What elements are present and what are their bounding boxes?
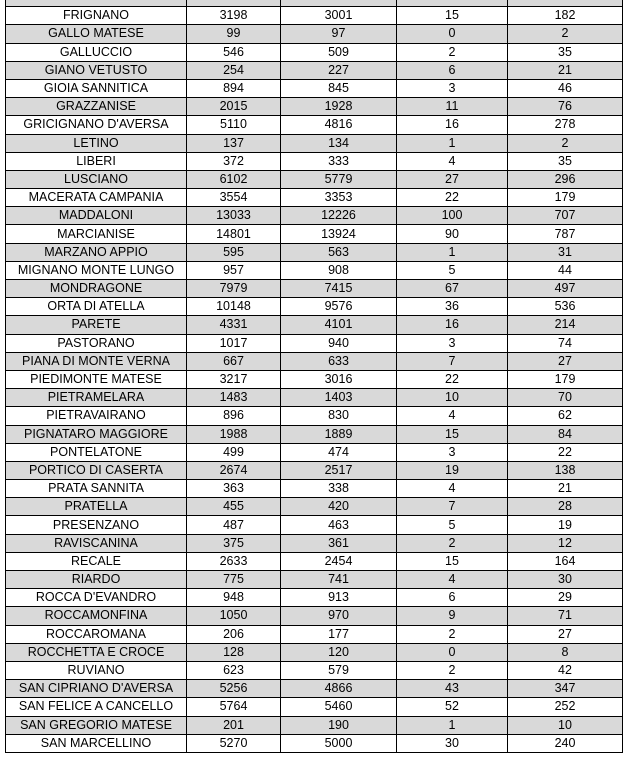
value-cell-2: 579: [281, 661, 397, 679]
value-cell-1: 455: [187, 498, 281, 516]
table-row: [6, 79, 623, 97]
value-cell-2: 1928: [281, 98, 397, 116]
municipality-cell: RAVISCANINA: [6, 534, 187, 552]
table-row: [6, 25, 623, 43]
municipality-cell: ROCCAMONFINA: [6, 607, 187, 625]
value-cell-4: [508, 0, 623, 7]
value-cell-2: 913: [281, 589, 397, 607]
value-cell-1: 948: [187, 589, 281, 607]
value-cell-2: 845: [281, 79, 397, 97]
value-cell-2: 3001: [281, 7, 397, 25]
table-row: [6, 534, 623, 552]
value-cell-2: 908: [281, 261, 397, 279]
municipality-cell: GRICIGNANO D'AVERSA: [6, 116, 187, 134]
municipality-cell: PASTORANO: [6, 334, 187, 352]
value-cell-3: 43: [397, 680, 508, 698]
value-cell-1: 206: [187, 625, 281, 643]
value-cell-2: 830: [281, 407, 397, 425]
municipality-cell: SAN CIPRIANO D'AVERSA: [6, 680, 187, 698]
value-cell-3: 7: [397, 498, 508, 516]
value-cell-2: 2454: [281, 552, 397, 570]
table-row: [6, 716, 623, 734]
value-cell-2: 741: [281, 571, 397, 589]
value-cell-4: 74: [508, 334, 623, 352]
table-row: [6, 170, 623, 188]
municipality-cell: SAN FELICE A CANCELLO: [6, 698, 187, 716]
municipality-cell: GIANO VETUSTO: [6, 61, 187, 79]
value-cell-1: 6102: [187, 170, 281, 188]
municipality-cell: RUVIANO: [6, 661, 187, 679]
value-cell-4: 42: [508, 661, 623, 679]
value-cell-1: 957: [187, 261, 281, 279]
table-row: [6, 661, 623, 679]
value-cell-2: 9576: [281, 298, 397, 316]
value-cell-3: 19: [397, 461, 508, 479]
value-cell-1: 14801: [187, 225, 281, 243]
value-cell-1: 1017: [187, 334, 281, 352]
municipality-cell: MARCIANISE: [6, 225, 187, 243]
value-cell-2: 5779: [281, 170, 397, 188]
municipality-cell: MADDALONI: [6, 207, 187, 225]
value-cell-2: 3353: [281, 189, 397, 207]
table-row: [6, 116, 623, 134]
municipality-cell: PIGNATARO MAGGIORE: [6, 425, 187, 443]
table-row: [6, 680, 623, 698]
municipality-cell: SAN GREGORIO MATESE: [6, 716, 187, 734]
value-cell-2: 970: [281, 607, 397, 625]
value-cell-2: 509: [281, 43, 397, 61]
value-cell-1: 137: [187, 134, 281, 152]
value-cell-1: 667: [187, 352, 281, 370]
value-cell-2: 120: [281, 643, 397, 661]
value-cell-4: 536: [508, 298, 623, 316]
value-cell-3: 16: [397, 316, 508, 334]
table-row: [6, 480, 623, 498]
value-cell-2: 227: [281, 61, 397, 79]
value-cell-1: 254: [187, 61, 281, 79]
value-cell-1: 4331: [187, 316, 281, 334]
municipality-cell: GALLUCCIO: [6, 43, 187, 61]
value-cell-3: 27: [397, 170, 508, 188]
value-cell-3: [397, 0, 508, 7]
value-cell-2: 940: [281, 334, 397, 352]
value-cell-1: 1988: [187, 425, 281, 443]
value-cell-1: 3554: [187, 189, 281, 207]
value-cell-2: 4866: [281, 680, 397, 698]
value-cell-4: 179: [508, 189, 623, 207]
value-cell-3: 9: [397, 607, 508, 625]
table-row: [6, 98, 623, 116]
table-row: [6, 552, 623, 570]
value-cell-4: 29: [508, 589, 623, 607]
value-cell-3: 22: [397, 189, 508, 207]
value-cell-1: 623: [187, 661, 281, 679]
municipality-cell: PARETE: [6, 316, 187, 334]
value-cell-1: 3217: [187, 370, 281, 388]
value-cell-3: 1: [397, 243, 508, 261]
table-row: [6, 0, 623, 7]
value-cell-1: 2015: [187, 98, 281, 116]
value-cell-4: 22: [508, 443, 623, 461]
table-row: [6, 370, 623, 388]
value-cell-3: 4: [397, 152, 508, 170]
value-cell-4: 10: [508, 716, 623, 734]
value-cell-4: 138: [508, 461, 623, 479]
value-cell-4: 278: [508, 116, 623, 134]
value-cell-3: 2: [397, 534, 508, 552]
value-cell-4: 2: [508, 25, 623, 43]
table-row: [6, 316, 623, 334]
value-cell-1: 2674: [187, 461, 281, 479]
value-cell-4: 214: [508, 316, 623, 334]
table-row: [6, 280, 623, 298]
value-cell-4: 8: [508, 643, 623, 661]
value-cell-2: 563: [281, 243, 397, 261]
value-cell-4: 46: [508, 79, 623, 97]
value-cell-1: 1483: [187, 389, 281, 407]
table-row: [6, 389, 623, 407]
municipality-cell: MACERATA CAMPANIA: [6, 189, 187, 207]
value-cell-3: 11: [397, 98, 508, 116]
value-cell-4: 2: [508, 134, 623, 152]
value-cell-3: 5: [397, 261, 508, 279]
value-cell-1: 7979: [187, 280, 281, 298]
value-cell-3: 15: [397, 425, 508, 443]
municipality-cell: PONTELATONE: [6, 443, 187, 461]
value-cell-2: 5460: [281, 698, 397, 716]
table-row: [6, 643, 623, 661]
value-cell-4: 497: [508, 280, 623, 298]
value-cell-4: 71: [508, 607, 623, 625]
value-cell-3: 4: [397, 571, 508, 589]
value-cell-2: 5000: [281, 734, 397, 752]
municipality-cell: MARZANO APPIO: [6, 243, 187, 261]
value-cell-2: [281, 0, 397, 7]
table-body: [6, 0, 623, 752]
value-cell-2: 1889: [281, 425, 397, 443]
value-cell-2: 13924: [281, 225, 397, 243]
municipality-cell: ROCCAROMANA: [6, 625, 187, 643]
value-cell-4: 182: [508, 7, 623, 25]
value-cell-1: 201: [187, 716, 281, 734]
municipality-cell: ROCCHETTA E CROCE: [6, 643, 187, 661]
table-row: [6, 261, 623, 279]
value-cell-1: 2633: [187, 552, 281, 570]
municipality-cell: LETINO: [6, 134, 187, 152]
municipality-cell: FRIGNANO: [6, 7, 187, 25]
value-cell-3: 3: [397, 334, 508, 352]
value-cell-4: 31: [508, 243, 623, 261]
municipality-cell: ROCCA D'EVANDRO: [6, 589, 187, 607]
value-cell-3: 7: [397, 352, 508, 370]
value-cell-3: 100: [397, 207, 508, 225]
value-cell-2: 12226: [281, 207, 397, 225]
value-cell-4: 179: [508, 370, 623, 388]
municipality-cell: PRATA SANNITA: [6, 480, 187, 498]
value-cell-4: 19: [508, 516, 623, 534]
table-row: [6, 425, 623, 443]
value-cell-3: 52: [397, 698, 508, 716]
table-row: [6, 7, 623, 25]
table-row: [6, 407, 623, 425]
value-cell-4: 44: [508, 261, 623, 279]
value-cell-1: 375: [187, 534, 281, 552]
value-cell-3: 0: [397, 643, 508, 661]
value-cell-1: 775: [187, 571, 281, 589]
value-cell-4: 787: [508, 225, 623, 243]
value-cell-4: 30: [508, 571, 623, 589]
value-cell-3: 36: [397, 298, 508, 316]
value-cell-4: 27: [508, 352, 623, 370]
value-cell-1: 99: [187, 25, 281, 43]
value-cell-2: 190: [281, 716, 397, 734]
municipality-cell: GIOIA SANNITICA: [6, 79, 187, 97]
value-cell-1: 10148: [187, 298, 281, 316]
table-row: [6, 589, 623, 607]
value-cell-3: 15: [397, 7, 508, 25]
municipality-cell: PIANA DI MONTE VERNA: [6, 352, 187, 370]
value-cell-4: 70: [508, 389, 623, 407]
value-cell-2: 3016: [281, 370, 397, 388]
municipality-cell: GRAZZANISE: [6, 98, 187, 116]
value-cell-3: 4: [397, 480, 508, 498]
municipality-cell: PIETRAMELARA: [6, 389, 187, 407]
value-cell-2: 134: [281, 134, 397, 152]
value-cell-4: 707: [508, 207, 623, 225]
value-cell-2: 361: [281, 534, 397, 552]
value-cell-3: 2: [397, 43, 508, 61]
table-row: [6, 498, 623, 516]
municipality-cell: LUSCIANO: [6, 170, 187, 188]
value-cell-1: 5110: [187, 116, 281, 134]
value-cell-1: 5764: [187, 698, 281, 716]
value-cell-1: 5270: [187, 734, 281, 752]
value-cell-4: 347: [508, 680, 623, 698]
value-cell-3: 10: [397, 389, 508, 407]
value-cell-1: 1050: [187, 607, 281, 625]
value-cell-4: 296: [508, 170, 623, 188]
table-row: [6, 61, 623, 79]
value-cell-1: [187, 0, 281, 7]
table-row: [6, 298, 623, 316]
table-row: [6, 189, 623, 207]
value-cell-4: 35: [508, 43, 623, 61]
value-cell-1: 595: [187, 243, 281, 261]
value-cell-2: 463: [281, 516, 397, 534]
municipality-cell: SAN MARCELLINO: [6, 734, 187, 752]
municipality-cell: RECALE: [6, 552, 187, 570]
value-cell-2: 420: [281, 498, 397, 516]
municipality-cell: PIETRAVAIRANO: [6, 407, 187, 425]
value-cell-4: 62: [508, 407, 623, 425]
municipality-cell: RIARDO: [6, 571, 187, 589]
municipality-cell: PORTICO DI CASERTA: [6, 461, 187, 479]
value-cell-1: 3198: [187, 7, 281, 25]
table-row: [6, 443, 623, 461]
table-row: [6, 225, 623, 243]
value-cell-3: 30: [397, 734, 508, 752]
value-cell-2: 97: [281, 25, 397, 43]
value-cell-1: 128: [187, 643, 281, 661]
value-cell-2: 4816: [281, 116, 397, 134]
value-cell-3: 1: [397, 716, 508, 734]
value-cell-3: 67: [397, 280, 508, 298]
table-row: [6, 207, 623, 225]
value-cell-3: 6: [397, 61, 508, 79]
municipality-cell: PRATELLA: [6, 498, 187, 516]
municipality-cell: [6, 0, 187, 7]
table-row: [6, 152, 623, 170]
value-cell-2: 4101: [281, 316, 397, 334]
table-row: [6, 461, 623, 479]
value-cell-3: 1: [397, 134, 508, 152]
value-cell-4: 28: [508, 498, 623, 516]
value-cell-3: 22: [397, 370, 508, 388]
value-cell-4: 252: [508, 698, 623, 716]
table-row: [6, 334, 623, 352]
data-table-container: [5, 0, 622, 753]
value-cell-1: 13033: [187, 207, 281, 225]
value-cell-4: 164: [508, 552, 623, 570]
value-cell-2: 177: [281, 625, 397, 643]
value-cell-1: 499: [187, 443, 281, 461]
value-cell-3: 16: [397, 116, 508, 134]
table-row: [6, 607, 623, 625]
value-cell-2: 333: [281, 152, 397, 170]
value-cell-1: 372: [187, 152, 281, 170]
municipality-cell: PIEDIMONTE MATESE: [6, 370, 187, 388]
value-cell-4: 76: [508, 98, 623, 116]
value-cell-2: 474: [281, 443, 397, 461]
municipality-cell: MONDRAGONE: [6, 280, 187, 298]
value-cell-4: 21: [508, 480, 623, 498]
value-cell-4: 27: [508, 625, 623, 643]
value-cell-2: 7415: [281, 280, 397, 298]
value-cell-4: 84: [508, 425, 623, 443]
table-row: [6, 352, 623, 370]
value-cell-4: 21: [508, 61, 623, 79]
value-cell-4: 240: [508, 734, 623, 752]
value-cell-2: 633: [281, 352, 397, 370]
value-cell-2: 2517: [281, 461, 397, 479]
table-row: [6, 734, 623, 752]
value-cell-3: 3: [397, 443, 508, 461]
municipality-cell: PRESENZANO: [6, 516, 187, 534]
value-cell-1: 363: [187, 480, 281, 498]
value-cell-3: 2: [397, 661, 508, 679]
table-row: [6, 134, 623, 152]
value-cell-1: 894: [187, 79, 281, 97]
value-cell-3: 4: [397, 407, 508, 425]
value-cell-3: 6: [397, 589, 508, 607]
value-cell-3: 3: [397, 79, 508, 97]
value-cell-3: 0: [397, 25, 508, 43]
municipality-cell: GALLO MATESE: [6, 25, 187, 43]
value-cell-3: 2: [397, 625, 508, 643]
value-cell-4: 12: [508, 534, 623, 552]
municipality-cell: LIBERI: [6, 152, 187, 170]
value-cell-1: 896: [187, 407, 281, 425]
municipality-cell: MIGNANO MONTE LUNGO: [6, 261, 187, 279]
value-cell-3: 15: [397, 552, 508, 570]
value-cell-1: 487: [187, 516, 281, 534]
value-cell-2: 1403: [281, 389, 397, 407]
value-cell-3: 5: [397, 516, 508, 534]
table-row: [6, 43, 623, 61]
value-cell-3: 90: [397, 225, 508, 243]
municipality-table: [5, 0, 623, 753]
table-row: [6, 625, 623, 643]
value-cell-1: 546: [187, 43, 281, 61]
table-row: [6, 698, 623, 716]
value-cell-4: 35: [508, 152, 623, 170]
table-row: [6, 571, 623, 589]
table-row: [6, 243, 623, 261]
table-row: [6, 516, 623, 534]
value-cell-2: 338: [281, 480, 397, 498]
municipality-cell: ORTA DI ATELLA: [6, 298, 187, 316]
value-cell-1: 5256: [187, 680, 281, 698]
